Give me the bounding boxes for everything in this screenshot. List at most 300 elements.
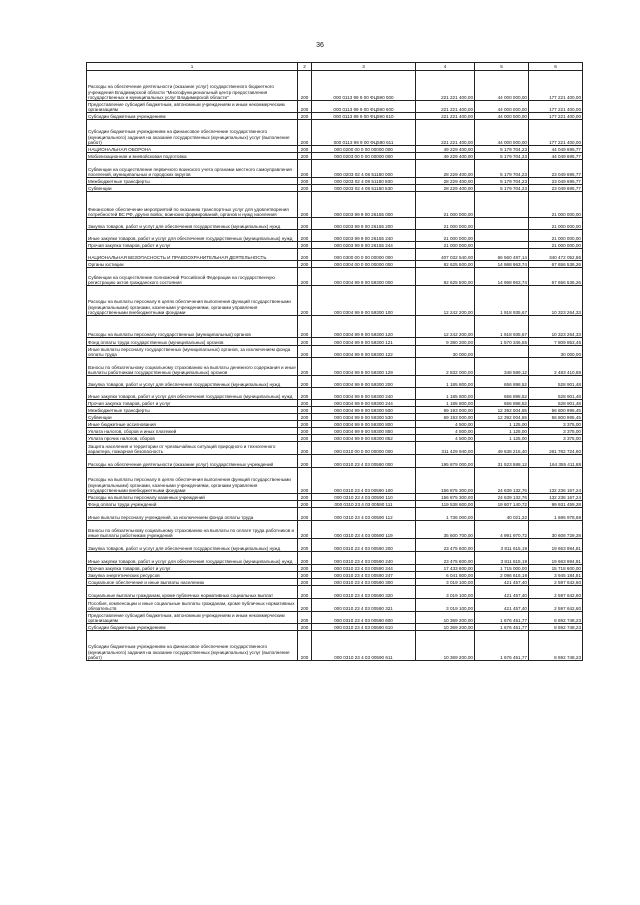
classification-code-cell: 000 0304 99 9 00 59300 500 xyxy=(312,407,416,414)
unexecuted-amount-cell: 21 000 000,00 xyxy=(529,242,583,249)
classification-code-cell: 000 0310 23 4 03 00590 000 xyxy=(312,455,416,468)
classification-code-cell: 000 0310 23 4 03 00590 247 xyxy=(312,572,416,579)
table-row xyxy=(87,113,583,120)
line-code-cell: 200 xyxy=(298,414,312,421)
approved-amount-cell: 156 875 300,00 xyxy=(416,494,475,501)
line-code-cell: 200 xyxy=(298,376,312,388)
approved-amount-cell: 69 193 000,00 xyxy=(416,414,475,421)
executed-amount-cell: 421 457,40 xyxy=(475,579,529,586)
item-name-cell: Уплата прочих налогов, сборов xyxy=(87,435,298,442)
classification-code-cell: 000 0113 99 9 00 ФЦ590 611 xyxy=(312,120,416,146)
classification-code-cell: 000 0310 23 4 03 00590 244 xyxy=(312,565,416,572)
executed-amount-cell: 5 179 704,23 xyxy=(475,185,529,192)
approved-amount-cell: 21 000 000,00 xyxy=(416,218,475,230)
item-name-cell: Субвенции на осуществление полномочий Российской Федерации на государственную регистрацию актов гражданского состояния xyxy=(87,268,298,286)
table-row xyxy=(87,579,583,586)
approved-amount-cell: 1 185 800,00 xyxy=(416,388,475,400)
unexecuted-amount-cell: 23 049 695,77 xyxy=(529,178,583,185)
executed-amount-cell: 14 968 963,74 xyxy=(475,261,529,268)
unexecuted-amount-cell: 56 800 995,45 xyxy=(529,407,583,414)
executed-amount-cell: 1 715 000,00 xyxy=(475,565,529,572)
unexecuted-amount-cell: 261 782 724,60 xyxy=(529,442,583,455)
classification-code-cell: 000 0113 99 9 00 ФЦ590 000 xyxy=(312,71,416,101)
classification-code-cell: 000 0304 99 9 00 59300 200 xyxy=(312,376,416,388)
item-name-cell: Иные выплаты персоналу учреждений, за исключением фонда оплаты труда xyxy=(87,508,298,521)
approved-amount-cell: 1 185 800,00 xyxy=(416,376,475,388)
table-row xyxy=(87,346,583,358)
executed-amount-cell: 40 021,32 xyxy=(475,508,529,521)
line-code-cell: 200 xyxy=(298,494,312,501)
executed-amount-cell: 3 811 615,19 xyxy=(475,552,529,565)
column-header: 3 xyxy=(312,63,416,71)
item-name-cell: Расходы на выплаты персоналу государственных (муниципальных) органов xyxy=(87,316,298,338)
executed-amount-cell: 348 589,12 xyxy=(475,358,529,376)
unexecuted-amount-cell: 15 718 600,00 xyxy=(529,565,583,572)
item-name-cell: Предоставление субсидий бюджетным, автономным учреждениям и иным некоммерческим организациям xyxy=(87,101,298,113)
line-code-cell: 200 xyxy=(298,586,312,599)
executed-amount-cell: 12 392 004,55 xyxy=(475,407,529,414)
unexecuted-amount-cell: 56 800 995,45 xyxy=(529,414,583,421)
unexecuted-amount-cell: 10 323 264,33 xyxy=(529,286,583,316)
approved-amount-cell: 221 221 400,00 xyxy=(416,113,475,120)
executed-amount-cell: 44 000 000,00 xyxy=(475,120,529,146)
item-name-cell: Межбюджетные трансферты xyxy=(87,178,298,185)
item-name-cell: Субсидии бюджетным учреждениям на финансовое обеспечение государственного (муниципального) задания на оказание государственных (муниципальных) услуг (выполнение работ) xyxy=(87,631,298,661)
line-code-cell: 200 xyxy=(298,286,312,316)
classification-code-cell: 000 0310 23 4 03 00590 320 xyxy=(312,586,416,599)
line-code-cell: 200 xyxy=(298,101,312,113)
table-row xyxy=(87,552,583,565)
line-code-cell: 200 xyxy=(298,146,312,153)
executed-amount-cell: 12 392 004,55 xyxy=(475,414,529,421)
classification-code-cell: 000 0203 99 9 00 26155 000 xyxy=(312,192,416,218)
item-name-cell: Социальное обеспечение и иные выплаты населению xyxy=(87,579,298,586)
table-header-row xyxy=(87,63,583,71)
item-name-cell: Субсидии бюджетным учреждениям xyxy=(87,624,298,631)
approved-amount-cell: 119 538 600,00 xyxy=(416,501,475,508)
line-code-cell: 200 xyxy=(298,153,312,160)
approved-amount-cell: 12 242 200,00 xyxy=(416,286,475,316)
column-header: 2 xyxy=(298,63,312,71)
item-name-cell: Иные закупки товаров, работ и услуг для обеспечения государственных (муниципальных) нужд xyxy=(87,552,298,565)
approved-amount-cell: 6 041 800,00 xyxy=(416,572,475,579)
approved-amount-cell: 4 500,00 xyxy=(416,435,475,442)
executed-amount-cell: 1 918 935,67 xyxy=(475,316,529,338)
line-code-cell: 200 xyxy=(298,624,312,631)
unexecuted-amount-cell: 3 945 184,81 xyxy=(529,572,583,579)
unexecuted-amount-cell: 1 695 978,68 xyxy=(529,508,583,521)
executed-amount-cell: 1 676 451,77 xyxy=(475,612,529,624)
item-name-cell: Фонд оплаты труда учреждений xyxy=(87,501,298,508)
item-name-cell: Субвенции xyxy=(87,414,298,421)
approved-amount-cell: 156 875 300,00 xyxy=(416,468,475,494)
unexecuted-amount-cell: 528 901,48 xyxy=(529,388,583,400)
unexecuted-amount-cell: 19 663 984,81 xyxy=(529,552,583,565)
item-name-cell: Органы юстиции xyxy=(87,261,298,268)
unexecuted-amount-cell: 2 597 642,60 xyxy=(529,579,583,586)
classification-code-cell: 000 0304 99 9 00 59300 120 xyxy=(312,316,416,338)
executed-amount-cell: 4 991 970,72 xyxy=(475,521,529,539)
line-code-cell: 200 xyxy=(298,468,312,494)
table-row xyxy=(87,428,583,435)
line-code-cell: 200 xyxy=(298,120,312,146)
unexecuted-amount-cell: 3 375,00 xyxy=(529,435,583,442)
item-name-cell: Прочая закупка товаров, работ и услуг xyxy=(87,400,298,407)
executed-amount-cell: 1 676 451,77 xyxy=(475,624,529,631)
item-name-cell: Уплата налогов, сборов и иных платежей xyxy=(87,428,298,435)
approved-amount-cell: 28 229 400,00 xyxy=(416,160,475,178)
item-name-cell: Расходы на обеспечение деятельности (оказание услуг) государственных учреждений xyxy=(87,455,298,468)
approved-amount-cell: 28 229 400,00 xyxy=(416,185,475,192)
table-row xyxy=(87,414,583,421)
executed-amount-cell: 3 811 615,19 xyxy=(475,539,529,552)
approved-amount-cell: 21 000 000,00 xyxy=(416,192,475,218)
unexecuted-amount-cell: 8 692 748,23 xyxy=(529,631,583,661)
classification-code-cell: 000 0113 99 9 00 ФЦ590 610 xyxy=(312,113,416,120)
classification-code-cell: 000 0310 23 4 03 00590 200 xyxy=(312,539,416,552)
classification-code-cell: 000 0304 99 9 00 59300 122 xyxy=(312,346,416,358)
item-name-cell: Мобилизационная и вневойсковая подготовка xyxy=(87,153,298,160)
executed-amount-cell: 19 607 140,72 xyxy=(475,501,529,508)
unexecuted-amount-cell: 2 597 642,60 xyxy=(529,586,583,599)
item-name-cell: Иные закупки товаров, работ и услуг для обеспечения государственных (муниципальных) нужд xyxy=(87,388,298,400)
item-name-cell: Закупка товаров, работ и услуг для обеспечения государственных (муниципальных) нужд xyxy=(87,376,298,388)
table-row xyxy=(87,612,583,624)
item-name-cell: Субсидии бюджетным учреждениям xyxy=(87,113,298,120)
table-row xyxy=(87,572,583,579)
classification-code-cell: 000 0310 23 4 03 00590 240 xyxy=(312,552,416,565)
unexecuted-amount-cell: 23 049 695,77 xyxy=(529,160,583,178)
table-row xyxy=(87,501,583,508)
unexecuted-amount-cell: 2 597 642,60 xyxy=(529,599,583,612)
classification-code-cell: 000 0304 99 9 00 59300 244 xyxy=(312,400,416,407)
item-name-cell: Иные выплаты персоналу государственных (муниципальных) органов, за исключением фонда оплаты труда xyxy=(87,346,298,358)
column-header: 4 xyxy=(416,63,475,71)
table-row xyxy=(87,268,583,286)
line-code-cell: 200 xyxy=(298,185,312,192)
line-code-cell: 200 xyxy=(298,631,312,661)
item-name-cell: Взносы по обязательному социальному страхованию на выплаты денежного содержания и иные выплаты работникам государственных (муниципальных) органов xyxy=(87,358,298,376)
line-code-cell: 200 xyxy=(298,501,312,508)
table-row xyxy=(87,261,583,268)
line-code-cell: 200 xyxy=(298,230,312,242)
executed-amount-cell: 5 179 704,23 xyxy=(475,146,529,153)
line-code-cell: 200 xyxy=(298,261,312,268)
classification-code-cell: 000 0203 99 9 00 26155 200 xyxy=(312,218,416,230)
unexecuted-amount-cell: 99 931 459,28 xyxy=(529,501,583,508)
line-code-cell: 200 xyxy=(298,71,312,101)
executed-amount-cell xyxy=(475,242,529,249)
line-code-cell: 200 xyxy=(298,539,312,552)
executed-amount-cell: 1 918 935,67 xyxy=(475,286,529,316)
item-name-cell: Закупка товаров, работ и услуг для обеспечения государственных (муниципальных) нужд xyxy=(87,539,298,552)
executed-amount-cell: 5 179 704,23 xyxy=(475,160,529,178)
table-row xyxy=(87,338,583,346)
column-header: 1 xyxy=(87,63,298,71)
table-row xyxy=(87,101,583,113)
approved-amount-cell: 12 242 200,00 xyxy=(416,316,475,338)
unexecuted-amount-cell: 19 663 984,81 xyxy=(529,539,583,552)
classification-code-cell: 000 0310 23 4 03 00590 600 xyxy=(312,612,416,624)
unexecuted-amount-cell: 132 236 167,24 xyxy=(529,494,583,501)
executed-amount-cell: 1 125,00 xyxy=(475,421,529,428)
classification-code-cell: 000 0304 99 9 00 59300 240 xyxy=(312,388,416,400)
executed-amount-cell xyxy=(475,218,529,230)
approved-amount-cell: 10 369 200,00 xyxy=(416,624,475,631)
budget-table xyxy=(86,62,583,661)
item-name-cell: Закупка товаров, работ и услуг для обеспечения государственных (муниципальных) нужд xyxy=(87,218,298,230)
item-name-cell: Субвенции xyxy=(87,185,298,192)
executed-amount-cell: 24 639 132,76 xyxy=(475,494,529,501)
table-row xyxy=(87,120,583,146)
line-code-cell: 200 xyxy=(298,442,312,455)
table-row xyxy=(87,494,583,501)
executed-amount-cell: 49 638 215,40 xyxy=(475,442,529,455)
classification-code-cell: 000 0304 99 9 00 59300 530 xyxy=(312,414,416,421)
approved-amount-cell: 1 185 800,00 xyxy=(416,400,475,407)
unexecuted-amount-cell: 2 483 410,88 xyxy=(529,358,583,376)
executed-amount-cell: 656 898,52 xyxy=(475,376,529,388)
approved-amount-cell: 82 625 500,00 xyxy=(416,261,475,268)
approved-amount-cell: 4 500,00 xyxy=(416,421,475,428)
line-code-cell: 200 xyxy=(298,508,312,521)
table-row xyxy=(87,508,583,521)
line-code-cell: 200 xyxy=(298,316,312,338)
executed-amount-cell: 1 570 346,55 xyxy=(475,338,529,346)
classification-code-cell: 000 0310 23 4 03 00590 611 xyxy=(312,631,416,661)
item-name-cell: Субвенции на осуществление первичного воинского учета органами местного самоуправления поселений, муниципальных и городских округов xyxy=(87,160,298,178)
approved-amount-cell: 17 433 600,00 xyxy=(416,565,475,572)
table-row xyxy=(87,242,583,249)
approved-amount-cell: 49 229 400,00 xyxy=(416,153,475,160)
executed-amount-cell xyxy=(475,192,529,218)
classification-code-cell: 000 0304 99 9 00 59300 000 xyxy=(312,268,416,286)
line-code-cell: 200 xyxy=(298,552,312,565)
unexecuted-amount-cell: 177 221 400,00 xyxy=(529,113,583,120)
item-name-cell: Защита населения и территории от чрезвычайных ситуаций природного и техногенного характера, пожарная безопасность xyxy=(87,442,298,455)
executed-amount-cell: 421 457,40 xyxy=(475,586,529,599)
classification-code-cell: 000 0203 99 9 00 26155 244 xyxy=(312,242,416,249)
executed-amount-cell: 24 639 132,76 xyxy=(475,468,529,494)
line-code-cell: 200 xyxy=(298,346,312,358)
table-row xyxy=(87,160,583,178)
approved-amount-cell: 10 369 200,00 xyxy=(416,631,475,661)
table-row xyxy=(87,185,583,192)
item-name-cell: Финансовое обеспечение мероприятий по оказанию транспортных услуг для удовлетворения потребностей ВС РФ, других войск, воинских формирований, органов и нужд населения xyxy=(87,192,298,218)
executed-amount-cell: 66 560 487,14 xyxy=(475,249,529,261)
classification-code-cell: 000 0310 23 4 03 00590 119 xyxy=(312,521,416,539)
line-code-cell: 200 xyxy=(298,435,312,442)
item-name-cell: Фонд оплаты труда государственных (муниципальных) органов xyxy=(87,338,298,346)
table-row xyxy=(87,249,583,261)
approved-amount-cell: 221 221 400,00 xyxy=(416,120,475,146)
table-row xyxy=(87,71,583,101)
executed-amount-cell xyxy=(475,230,529,242)
unexecuted-amount-cell: 8 692 748,23 xyxy=(529,612,583,624)
line-code-cell: 200 xyxy=(298,192,312,218)
unexecuted-amount-cell: 67 656 536,26 xyxy=(529,261,583,268)
unexecuted-amount-cell: 340 472 052,86 xyxy=(529,249,583,261)
line-code-cell: 200 xyxy=(298,572,312,579)
executed-amount-cell: 44 000 000,00 xyxy=(475,101,529,113)
item-name-cell: Прочая закупка товаров, работ и услуг xyxy=(87,565,298,572)
table-row xyxy=(87,539,583,552)
line-code-cell: 200 xyxy=(298,565,312,572)
column-header: 5 xyxy=(475,63,529,71)
item-name-cell: Расходы на обеспечение деятельности (оказание услуг) государственного бюджетного учреждения Владимирской области "Многофункциональный центр предоставления государственных и муниципальных услуг Владимирской области" xyxy=(87,71,298,101)
classification-code-cell: 000 0300 00 0 00 00000 000 xyxy=(312,249,416,261)
classification-code-cell: 000 0304 99 9 00 59300 800 xyxy=(312,421,416,428)
approved-amount-cell: 28 229 400,00 xyxy=(416,178,475,185)
classification-code-cell: 000 0203 00 0 00 00000 000 xyxy=(312,153,416,160)
classification-code-cell: 000 0113 99 9 00 ФЦ590 600 xyxy=(312,101,416,113)
executed-amount-cell: 2 096 615,19 xyxy=(475,572,529,579)
executed-amount-cell: 14 968 963,74 xyxy=(475,268,529,286)
unexecuted-amount-cell: 132 236 167,24 xyxy=(529,468,583,494)
line-code-cell: 200 xyxy=(298,421,312,428)
classification-code-cell: 000 0304 99 9 00 59300 129 xyxy=(312,358,416,376)
line-code-cell: 200 xyxy=(298,160,312,178)
classification-code-cell: 000 0310 23 4 03 00590 100 xyxy=(312,468,416,494)
unexecuted-amount-cell: 177 221 400,00 xyxy=(529,120,583,146)
unexecuted-amount-cell: 3 375,00 xyxy=(529,428,583,435)
classification-code-cell: 000 0203 02 4 08 51180 000 xyxy=(312,160,416,178)
approved-amount-cell: 21 000 000,00 xyxy=(416,242,475,249)
table-row xyxy=(87,286,583,316)
table-row xyxy=(87,400,583,407)
classification-code-cell: 000 0203 02 4 08 51180 530 xyxy=(312,185,416,192)
approved-amount-cell: 407 032 540,00 xyxy=(416,249,475,261)
executed-amount-cell: 1 676 451,77 xyxy=(475,631,529,661)
item-name-cell: Субсидии бюджетным учреждениям на финансовое обеспечение государственного (муниципального) задания на оказание государственных (муниципальных) услуг (выполнение работ) xyxy=(87,120,298,146)
line-code-cell: 200 xyxy=(298,358,312,376)
table-row xyxy=(87,358,583,376)
line-code-cell: 200 xyxy=(298,218,312,230)
classification-code-cell: 000 0310 23 4 03 00590 610 xyxy=(312,624,416,631)
table-row xyxy=(87,631,583,661)
approved-amount-cell: 21 000 000,00 xyxy=(416,230,475,242)
table-row xyxy=(87,468,583,494)
unexecuted-amount-cell: 8 692 748,23 xyxy=(529,624,583,631)
item-name-cell: Иные закупки товаров, работ и услуг для обеспечения государственных (муниципальных) нужд xyxy=(87,230,298,242)
classification-code-cell: 000 0304 99 9 00 59300 852 xyxy=(312,435,416,442)
item-name-cell: Прочая закупка товаров, работ и услуг xyxy=(87,242,298,249)
item-name-cell: Закупка энергетических ресурсов xyxy=(87,572,298,579)
classification-code-cell: 000 0310 23 4 03 00590 112 xyxy=(312,508,416,521)
line-code-cell: 200 xyxy=(298,579,312,586)
item-name-cell: Социальные выплаты гражданам, кроме публичных нормативных социальных выплат xyxy=(87,586,298,599)
line-code-cell: 200 xyxy=(298,521,312,539)
executed-amount-cell: 1 125,00 xyxy=(475,435,529,442)
line-code-cell: 200 xyxy=(298,612,312,624)
table-row xyxy=(87,565,583,572)
table-row xyxy=(87,407,583,414)
page-number: 36 xyxy=(316,42,324,49)
approved-amount-cell: 221 221 400,00 xyxy=(416,101,475,113)
approved-amount-cell: 82 625 500,00 xyxy=(416,268,475,286)
approved-amount-cell: 4 500,00 xyxy=(416,428,475,435)
approved-amount-cell: 23 475 600,00 xyxy=(416,539,475,552)
table-row xyxy=(87,192,583,218)
unexecuted-amount-cell: 44 049 695,77 xyxy=(529,146,583,153)
item-name-cell: НАЦИОНАЛЬНАЯ ОБОРОНА xyxy=(87,146,298,153)
table-row xyxy=(87,586,583,599)
table-row xyxy=(87,178,583,185)
unexecuted-amount-cell: 177 221 400,00 xyxy=(529,71,583,101)
classification-code-cell: 000 0310 23 4 03 00590 111 xyxy=(312,501,416,508)
unexecuted-amount-cell: 67 656 536,26 xyxy=(529,268,583,286)
approved-amount-cell: 10 369 200,00 xyxy=(416,612,475,624)
executed-amount-cell: 1 125,00 xyxy=(475,428,529,435)
table-row xyxy=(87,599,583,612)
classification-code-cell: 000 0304 99 9 00 59300 850 xyxy=(312,428,416,435)
approved-amount-cell: 2 832 000,00 xyxy=(416,358,475,376)
approved-amount-cell: 3 019 100,00 xyxy=(416,599,475,612)
table-row xyxy=(87,153,583,160)
line-code-cell: 200 xyxy=(298,388,312,400)
table-row xyxy=(87,442,583,455)
approved-amount-cell: 3 019 100,00 xyxy=(416,586,475,599)
item-name-cell: Иные бюджетные ассигнования xyxy=(87,421,298,428)
executed-amount-cell: 656 898,52 xyxy=(475,400,529,407)
table-row xyxy=(87,455,583,468)
classification-code-cell: 000 0203 02 4 08 51180 500 xyxy=(312,178,416,185)
approved-amount-cell: 3 019 100,00 xyxy=(416,579,475,586)
item-name-cell: Взносы по обязательному социальному страхованию на выплаты по оплате труда работников и иные выплаты работникам учреждений xyxy=(87,521,298,539)
executed-amount-cell: 44 000 000,00 xyxy=(475,71,529,101)
unexecuted-amount-cell: 177 221 400,00 xyxy=(529,101,583,113)
unexecuted-amount-cell: 7 809 853,45 xyxy=(529,338,583,346)
classification-code-cell: 000 0200 00 0 00 00000 000 xyxy=(312,146,416,153)
table-row xyxy=(87,316,583,338)
approved-amount-cell: 69 193 000,00 xyxy=(416,407,475,414)
line-code-cell: 200 xyxy=(298,338,312,346)
approved-amount-cell: 30 000,00 xyxy=(416,346,475,358)
line-code-cell: 200 xyxy=(298,249,312,261)
executed-amount-cell xyxy=(475,346,529,358)
approved-amount-cell: 1 736 000,00 xyxy=(416,508,475,521)
table-row xyxy=(87,521,583,539)
unexecuted-amount-cell: 30 608 729,28 xyxy=(529,521,583,539)
line-code-cell: 200 xyxy=(298,113,312,120)
executed-amount-cell: 5 179 704,23 xyxy=(475,153,529,160)
approved-amount-cell: 221 221 400,00 xyxy=(416,71,475,101)
table-row xyxy=(87,218,583,230)
approved-amount-cell: 49 229 400,00 xyxy=(416,146,475,153)
approved-amount-cell: 195 879 000,00 xyxy=(416,455,475,468)
item-name-cell: Предоставление субсидий бюджетным, автономным учреждениям и иным некоммерческим организациям xyxy=(87,612,298,624)
unexecuted-amount-cell: 10 323 264,33 xyxy=(529,316,583,338)
line-code-cell: 200 xyxy=(298,400,312,407)
line-code-cell: 200 xyxy=(298,599,312,612)
approved-amount-cell: 35 600 700,00 xyxy=(416,521,475,539)
classification-code-cell: 000 0310 23 4 03 00590 110 xyxy=(312,494,416,501)
classification-code-cell: 000 0304 00 0 00 00000 000 xyxy=(312,261,416,268)
unexecuted-amount-cell: 164 355 411,88 xyxy=(529,455,583,468)
line-code-cell: 200 xyxy=(298,268,312,286)
executed-amount-cell: 656 898,52 xyxy=(475,388,529,400)
item-name-cell: Межбюджетные трансферты xyxy=(87,407,298,414)
item-name-cell: Расходы на выплаты персоналу в целях обеспечения выполнения функций государственными (муниципальными) органами, казенными учреждениями, органами управления государственными внебюджетными фондами xyxy=(87,286,298,316)
executed-amount-cell: 31 523 588,12 xyxy=(475,455,529,468)
unexecuted-amount-cell: 528 901,48 xyxy=(529,376,583,388)
table-row xyxy=(87,421,583,428)
executed-amount-cell: 421 457,40 xyxy=(475,599,529,612)
classification-code-cell: 000 0203 99 9 00 26155 240 xyxy=(312,230,416,242)
unexecuted-amount-cell: 23 049 695,77 xyxy=(529,185,583,192)
unexecuted-amount-cell: 528 901,48 xyxy=(529,400,583,407)
classification-code-cell: 000 0310 23 4 03 00590 321 xyxy=(312,599,416,612)
